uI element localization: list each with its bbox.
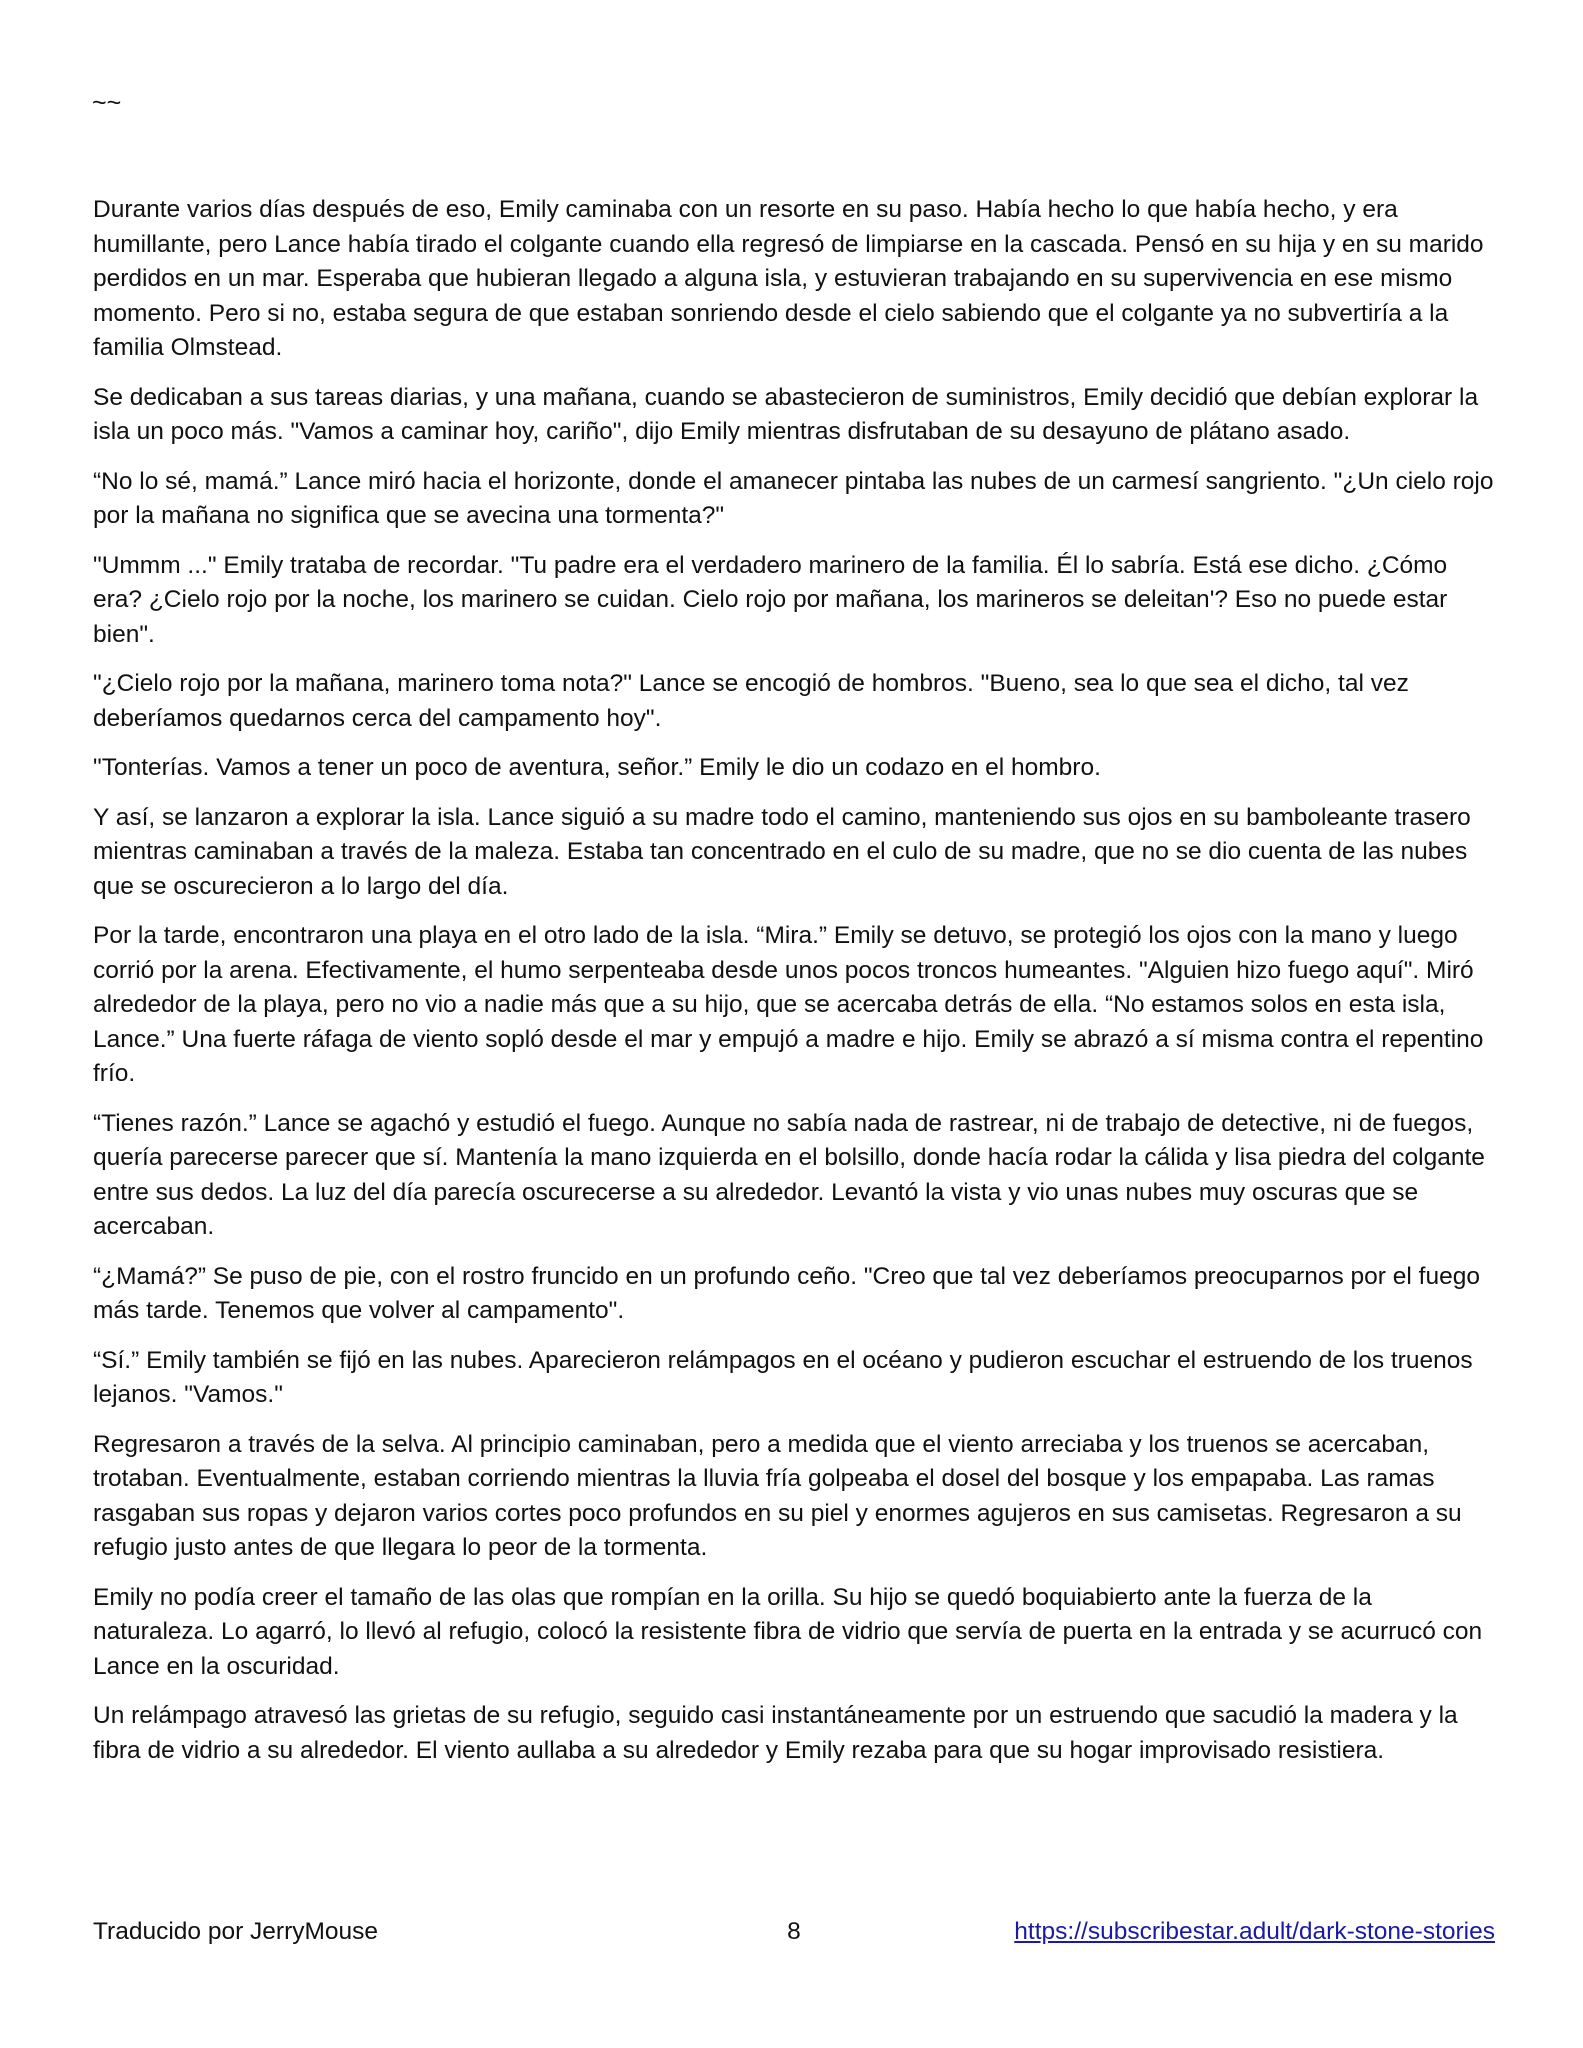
paragraph: "¿Cielo rojo por la mañana, marinero toma nota?" Lance se encogió de hombros. "Bueno, sea lo que sea el dicho, tal vez deberíamos quedarnos cerca del campamento hoy". <box>93 670 1409 732</box>
paragraph: Por la tarde, encontraron una playa en el otro lado de la isla. “Mira.” Emily se detuvo, se protegió los ojos con la mano y luego corrió por la arena. Efectivamente, el humo serpenteaba desde unos pocos troncos humeantes. "Alguien hizo fuego aquí". Miró alrededor de la playa, pero no vio a nadie más que a su hijo, que se acercaba detrás de ella. “No estamos solos en esta isla, Lance.” Una fuerte ráfaga de viento sopló desde el mar y empujó a madre e hijo. Emily se abrazó a sí misma contra el repentino frío. <box>93 922 1484 1087</box>
paragraph: “¿Mamá?” Se puso de pie, con el rostro fruncido en un profundo ceño. "Creo que tal vez deberíamos preocuparnos por el fuego más tarde. Tenemos que volver al campamento". <box>93 1262 1480 1324</box>
paragraph: Regresaron a través de la selva. Al principio caminaban, pero a medida que el viento arreciaba y los truenos se acercaban, trotaban. Eventualmente, estaban corriendo mientras la lluvia fría golpeaba el dosel del bosque y los empapaba. Las ramas rasgaban sus ropas y dejaron varios cortes poco profundos en su piel y enormes agujeros en sus camisetas. Regresaron a su refugio justo antes de que llegara lo peor de la tormenta. <box>93 1430 1462 1561</box>
body-text <box>93 193 1495 1783</box>
paragraph: “Sí.” Emily también se fijó en las nubes. Aparecieron relámpagos en el océano y pudieron escuchar el estruendo de los truenos lejanos. "Vamos." <box>93 1346 1473 1408</box>
paragraph: Se dedicaban a sus tareas diarias, y una mañana, cuando se abastecieron de suministros, Emily decidió que debían explorar la isla un poco más. "Vamos a caminar hoy, cariño", dijo Emily mientras disfrutaban de su desayuno de plátano asado. <box>93 383 1479 445</box>
paragraph: Durante varios días después de eso, Emily caminaba con un resorte en su paso. Había hecho lo que había hecho, y era humillante, pero Lance había tirado el colgante cuando ella regresó de limpiarse en la cascada. Pensó en su hija y en su marido perdidos en un mar. Esperaba que hubieran llegado a alguna isla, y estuvieran trabajando en su supervivencia en ese mismo momento. Pero si no, estaba segura de que estaban sonriendo desde el cielo sabiendo que el colgante ya no subvertiría a la familia Olmstead. <box>93 196 1484 361</box>
section-separator: ~~ <box>92 89 122 117</box>
paragraph: Emily no podía creer el tamaño de las olas que rompían en la orilla. Su hijo se quedó boquiabierto ante la fuerza de la naturaleza. Lo agarró, lo llevó al refugio, colocó la resistente fibra de vidrio que servía de puerta en la entrada y se acurrucó con Lance en la oscuridad. <box>93 1583 1483 1680</box>
paragraph: Y así, se lanzaron a explorar la isla. Lance siguió a su madre todo el camino, manteniendo sus ojos en su bamboleante trasero mientras caminaban a través de la maleza. Estaba tan concentrado en el culo de su madre, que no se dio cuenta de las nubes que se oscurecieron a lo largo del día. <box>93 803 1471 900</box>
paragraph: Un relámpago atravesó las grietas de su refugio, seguido casi instantáneamente por un estruendo que sacudió la madera y la fibra de vidrio a su alrededor. El viento aullaba a su alrededor y Emily rezaba para que su hogar improvisado resistiera. <box>93 1702 1458 1764</box>
subscribestar-link[interactable]: https://subscribestar.adult/dark-stone-stories <box>1014 1918 1495 1945</box>
paragraph: “No lo sé, mamá.” Lance miró hacia el horizonte, donde el amanecer pintaba las nubes de un carmesí sangriento. "¿Un cielo rojo por la mañana no significa que se avecina una tormenta?" <box>93 467 1494 529</box>
page-footer <box>93 1915 1495 1949</box>
page-number: 8 <box>787 1918 801 1945</box>
paragraph: "Tonterías. Vamos a tener un poco de aventura, señor.” Emily le dio un codazo en el hombro. <box>93 754 1101 781</box>
paragraph: “Tienes razón.” Lance se agachó y estudió el fuego. Aunque no sabía nada de rastrear, ni de trabajo de detective, ni de fuegos, quería parecerse parecer que sí. Mantenía la mano izquierda en el bolsillo, donde hacía rodar la cálida y lisa piedra del colgante entre sus dedos. La luz del día parecía oscurecerse a su alrededor. Levantó la vista y vio unas nubes muy oscuras que se acercaban. <box>93 1109 1485 1240</box>
translator-credit: Traducido por JerryMouse <box>93 1918 379 1945</box>
paragraph: "Ummm ..." Emily trataba de recordar. "Tu padre era el verdadero marinero de la familia. Él lo sabría. Está ese dicho. ¿Cómo era? ¿Cielo rojo por la noche, los marinero se cuidan. Cielo rojo por mañana, los marineros se deleitan'? Eso no puede estar bien". <box>93 551 1448 648</box>
